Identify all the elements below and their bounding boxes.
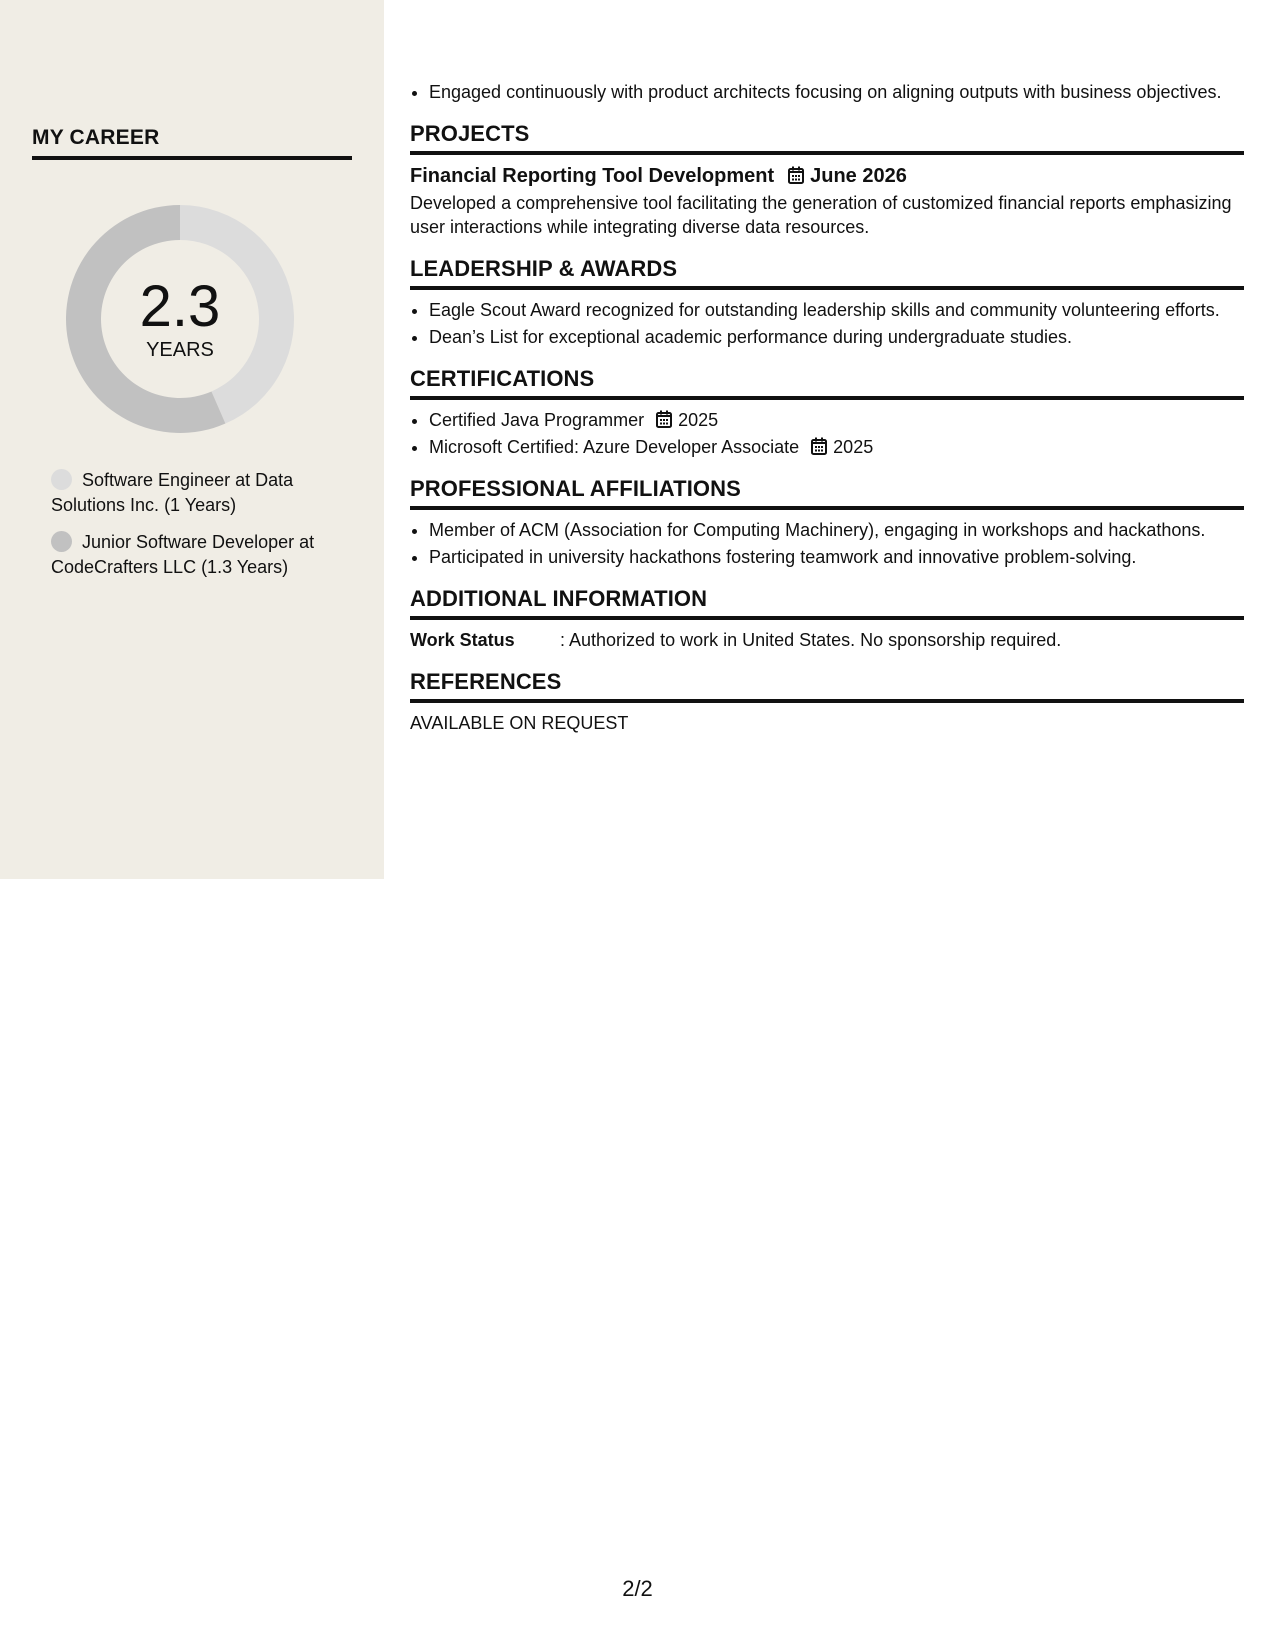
career-donut-chart <box>66 205 294 433</box>
projects-heading: PROJECTS <box>410 121 1244 155</box>
certification-date <box>811 437 873 457</box>
career-heading: MY CAREER <box>32 126 352 160</box>
leadership-list <box>410 298 1244 349</box>
legend-item <box>51 468 351 518</box>
page-number: 2/2 <box>622 1576 653 1601</box>
affiliations-heading: PROFESSIONAL AFFILIATIONS <box>410 476 1244 510</box>
references-text: AVAILABLE ON REQUEST <box>410 713 629 733</box>
main-content <box>410 80 1244 735</box>
certifications-heading: CERTIFICATIONS <box>410 366 1244 400</box>
list-item <box>429 408 1244 432</box>
calendar-icon <box>788 166 804 184</box>
references-heading: REFERENCES <box>410 669 1244 703</box>
calendar-icon <box>811 437 827 455</box>
certifications-list <box>410 408 1244 459</box>
certification-name: Microsoft Certified: Azure Developer Associate <box>429 437 800 457</box>
leadership-heading: LEADERSHIP & AWARDS <box>410 256 1244 290</box>
project-date-text: June 2026 <box>810 165 907 187</box>
work-status-row <box>410 628 1244 652</box>
project-title-row <box>410 163 1244 189</box>
affiliations-list <box>410 518 1244 569</box>
total-years-value: 2.3 <box>139 274 221 339</box>
additional-info-heading: ADDITIONAL INFORMATION <box>410 586 1244 620</box>
legend-item <box>51 530 351 580</box>
project-date <box>788 165 907 187</box>
total-years-unit: YEARS <box>146 339 214 361</box>
list-item: • Eagle Scout Award recognized for outstanding leadership skills and community volunteering efforts. <box>429 298 1244 322</box>
list-item: • Engaged continuously with product architects focusing on aligning outputs with business objectives. <box>429 80 1244 104</box>
work-status-label: Work Status <box>410 630 515 650</box>
list-item: • Member of ACM (Association for Computing Machinery), engaging in workshops and hackathons. <box>429 518 1244 542</box>
certification-year: 2025 <box>678 410 719 430</box>
project-description: Developed a comprehensive tool facilitating the generation of customized financial reports emphasizing user interactions while integrating diverse data resources. <box>410 193 1232 237</box>
certification-year: 2025 <box>833 437 874 457</box>
certification-date <box>656 410 718 430</box>
calendar-icon <box>656 410 672 428</box>
list-item: • Dean’s List for exceptional academic performance during undergraduate studies. <box>429 325 1244 349</box>
project-name: Financial Reporting Tool Development <box>410 165 775 187</box>
career-legend <box>51 468 351 592</box>
legend-label: Software Engineer at Data Solutions Inc. (1 Years) <box>51 470 294 515</box>
legend-dot-icon <box>51 469 72 490</box>
legend-dot-icon <box>51 531 72 552</box>
legend-label: Junior Software Developer at CodeCrafters LLC (1.3 Years) <box>51 532 315 577</box>
experience-bullets <box>410 80 1244 104</box>
certification-name: Certified Java Programmer <box>429 410 645 430</box>
sidebar <box>0 0 384 879</box>
donut-center <box>66 205 294 433</box>
work-status-value: : Authorized to work in United States. No sponsorship required. <box>560 630 1062 650</box>
list-item: • Participated in university hackathons fostering teamwork and innovative problem-solving. <box>429 545 1244 569</box>
list-item <box>429 435 1244 459</box>
